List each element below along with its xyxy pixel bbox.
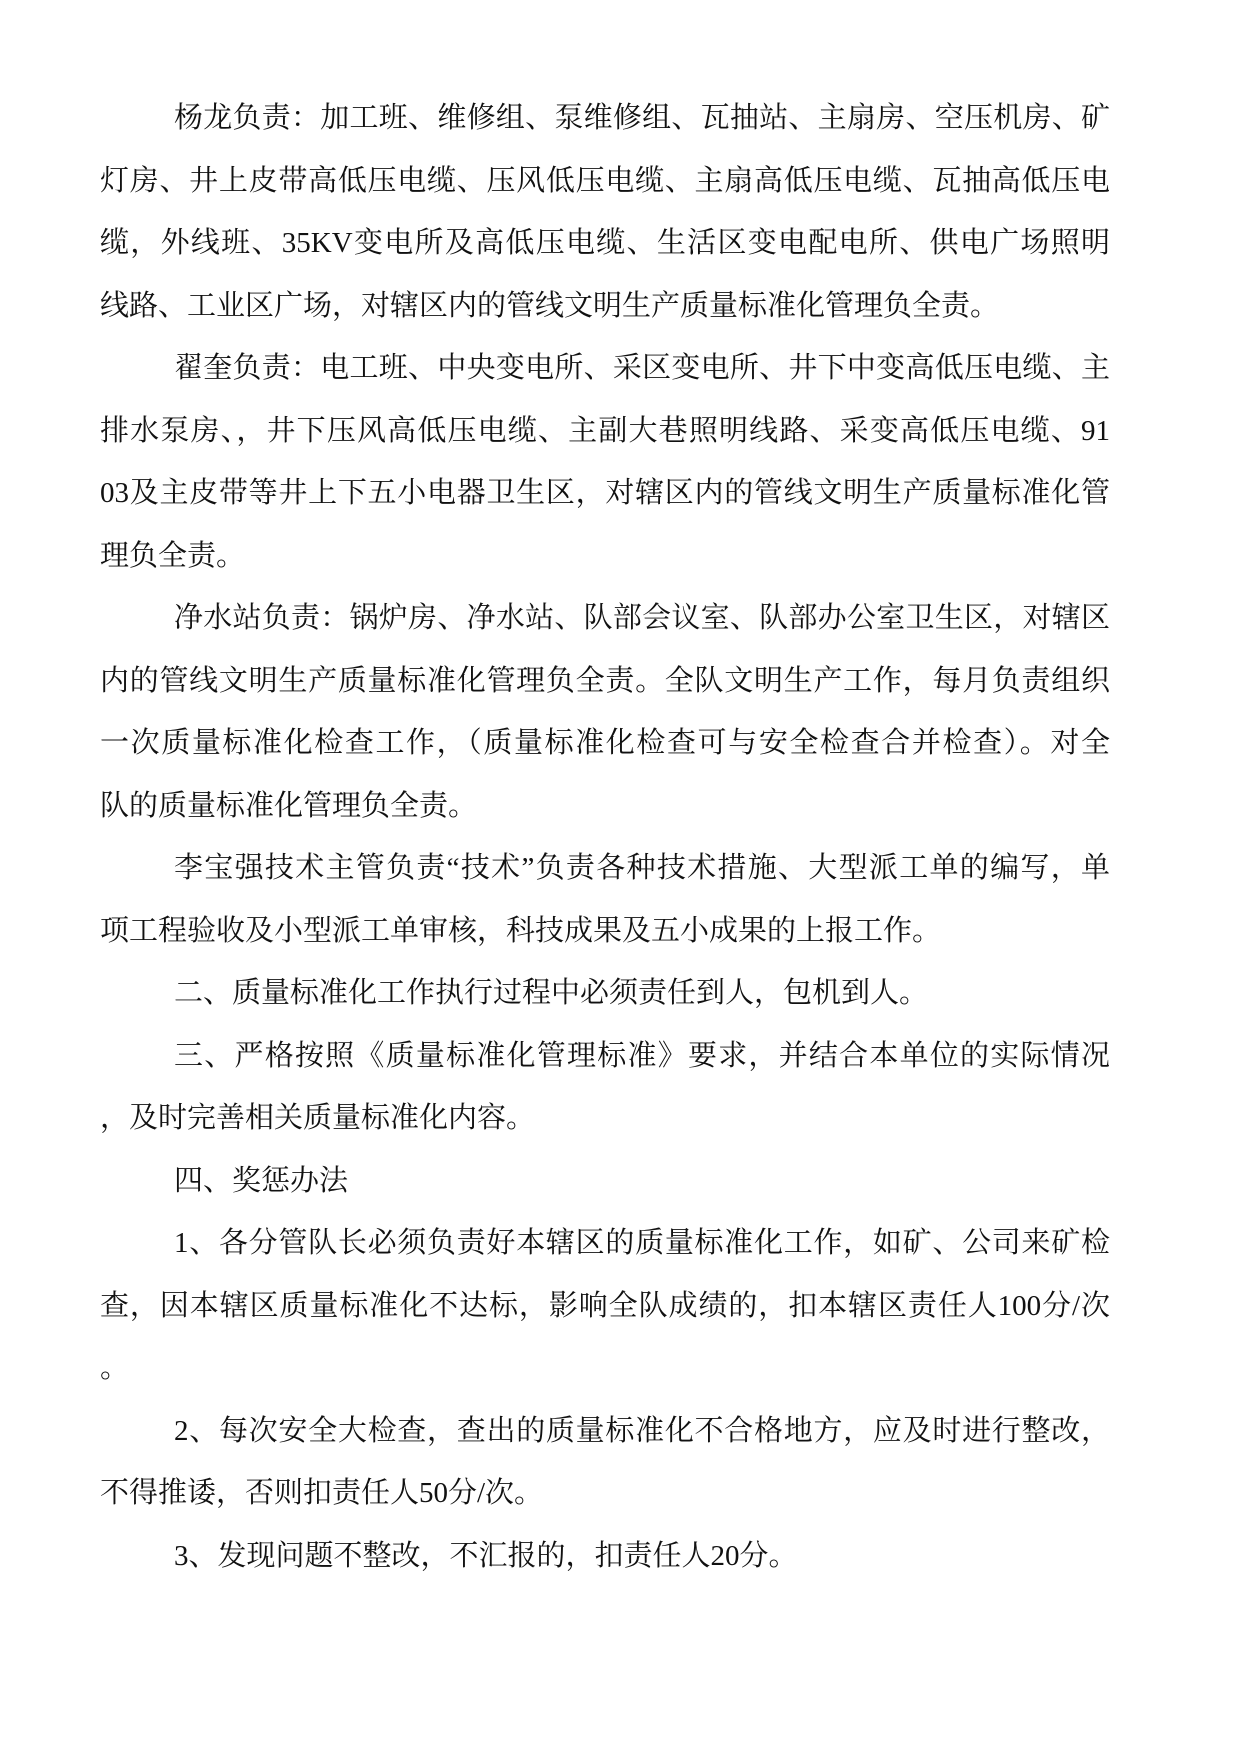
text-line: 查，因本辖区质量标准化不达标，影响全队成绩的，扣本辖区责任人100分/次 bbox=[100, 1289, 1110, 1322]
text-line: 1、各分管队长必须负责好本辖区的质量标准化工作，如矿、公司来矿检 bbox=[174, 1227, 1110, 1259]
text-line: 队的质量标准化管理负全责。 bbox=[100, 789, 478, 822]
text-line: 缆，外线班、35KV变电所及高低压电缆、生活区变电配电所、供电广场照明 bbox=[100, 227, 1110, 259]
text-line: ，及时完善相关质量标准化内容。 bbox=[100, 1102, 536, 1134]
text-line: 理负全责。 bbox=[100, 539, 246, 572]
text-line: 03及主皮带等井上下五小电器卫生区，对辖区内的管线文明生产质量标准化管 bbox=[100, 477, 1110, 509]
paragraph bbox=[100, 1525, 1110, 1588]
paragraph bbox=[100, 337, 1110, 587]
text-line: 四、奖惩办法 bbox=[174, 1164, 349, 1197]
text-line: 2、每次安全大检查，查出的质量标准化不合格地方，应及时进行整改， bbox=[174, 1414, 1110, 1447]
text-line: 。 bbox=[100, 1352, 130, 1384]
paragraph bbox=[100, 962, 1110, 1025]
text-line: 不得推诿，否则扣责任人50分/次。 bbox=[100, 1477, 544, 1509]
text-line: 内的管线文明生产质量标准化管理负全责。全队文明生产工作，每月负责组织 bbox=[100, 664, 1110, 697]
text-line: 排水泵房、，井下压风高低压电缆、主副大巷照明线路、采变高低压电缆、91 bbox=[100, 414, 1110, 447]
document-body bbox=[100, 87, 1110, 1587]
text-line: 项工程验收及小型派工单审核，科技成果及五小成果的上报工作。 bbox=[100, 914, 942, 947]
paragraph bbox=[100, 587, 1110, 837]
text-line: 三、严格按照《质量标准化管理标准》要求，并结合本单位的实际情况 bbox=[174, 1039, 1110, 1072]
paragraph bbox=[100, 1212, 1110, 1400]
text-line: 杨龙负责：加工班、维修组、泵维修组、瓦抽站、主扇房、空压机房、矿 bbox=[174, 102, 1110, 134]
paragraph bbox=[100, 837, 1110, 962]
paragraph bbox=[100, 87, 1110, 337]
text-line: 净水站负责：锅炉房、净水站、队部会议室、队部办公室卫生区，对辖区 bbox=[174, 602, 1110, 634]
text-line: 3、发现问题不整改，不汇报的，扣责任人20分。 bbox=[174, 1539, 798, 1572]
paragraph bbox=[100, 1025, 1110, 1150]
text-line: 线路、工业区广场，对辖区内的管线文明生产质量标准化管理负全责。 bbox=[100, 289, 1000, 322]
paragraph bbox=[100, 1150, 1110, 1213]
text-line: 一次质量标准化检查工作，（质量标准化检查可与安全检查合并检查）。对全 bbox=[100, 727, 1110, 759]
text-line: 翟奎负责：电工班、中央变电所、采区变电所、井下中变高低压电缆、主 bbox=[174, 352, 1110, 384]
text-line: 二、质量标准化工作执行过程中必须责任到人，包机到人。 bbox=[174, 977, 929, 1009]
paragraph bbox=[100, 1400, 1110, 1525]
text-line: 李宝强技术主管负责“技术”负责各种技术措施、大型派工单的编写，单 bbox=[174, 852, 1110, 884]
text-line: 灯房、井上皮带高低压电缆、压风低压电缆、主扇高低压电缆、瓦抽高低压电 bbox=[100, 164, 1110, 197]
